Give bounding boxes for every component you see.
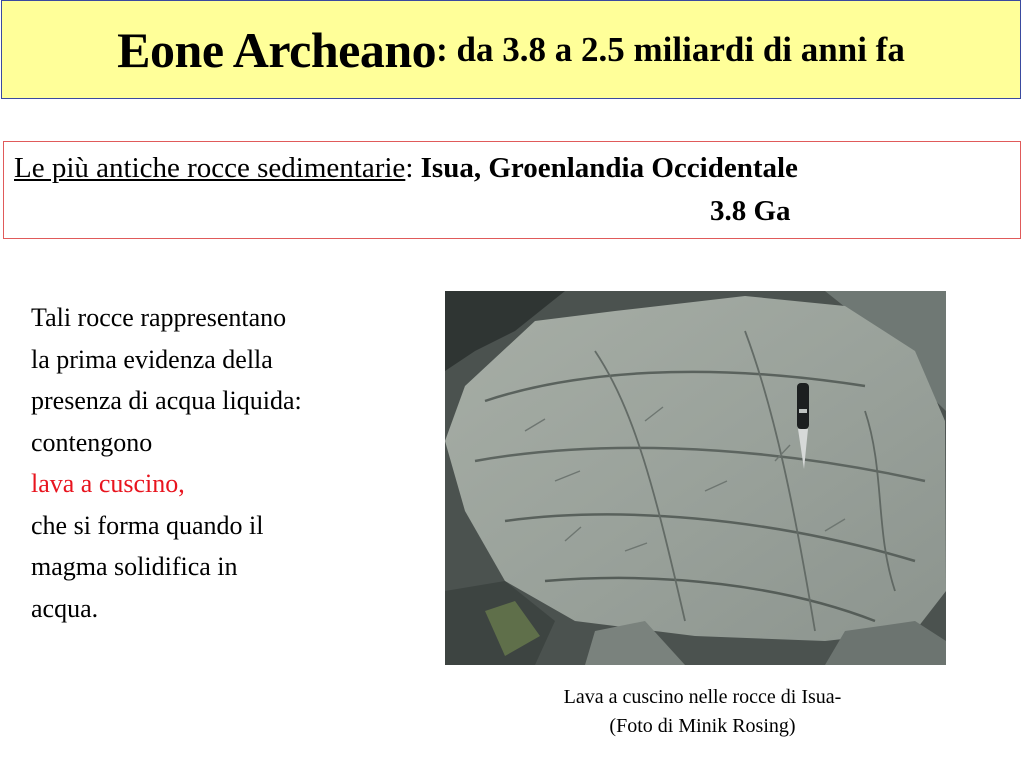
body-line: Tali rocce rappresentano xyxy=(31,303,287,332)
caption-line: Lava a cuscino nelle rocce di Isua- xyxy=(563,686,842,708)
body-line: acqua. xyxy=(31,593,99,623)
subtitle-separator: : xyxy=(405,152,414,184)
photo-caption xyxy=(500,683,905,741)
subtitle-label: Le più antiche rocce sedimentarie xyxy=(14,152,406,184)
body-line: la prima evidenza della xyxy=(31,344,273,374)
body-line: contengono xyxy=(31,427,153,457)
slide-title-dates: : da 3.8 a 2.5 miliardi di anni fa xyxy=(436,29,905,69)
caption-credit: (Foto di Minik Rosing) xyxy=(609,715,796,737)
subtitle-line xyxy=(14,152,798,185)
subtitle-place: Isua, Groenlandia Occidentale xyxy=(420,152,798,184)
subtitle-box xyxy=(3,141,1021,239)
body-line: presenza di acqua liquida: xyxy=(31,386,302,415)
body-highlight: lava a cuscino, xyxy=(31,469,185,498)
body-line: magma solidifica in xyxy=(31,552,238,581)
body-paragraph xyxy=(31,297,411,629)
subtitle-age: 3.8 Ga xyxy=(710,195,791,227)
body-line: che si forma quando il xyxy=(31,510,264,540)
pillow-lava-photo xyxy=(445,291,946,665)
title-banner xyxy=(1,0,1021,99)
slide-title: Eone Archeano xyxy=(117,21,437,78)
